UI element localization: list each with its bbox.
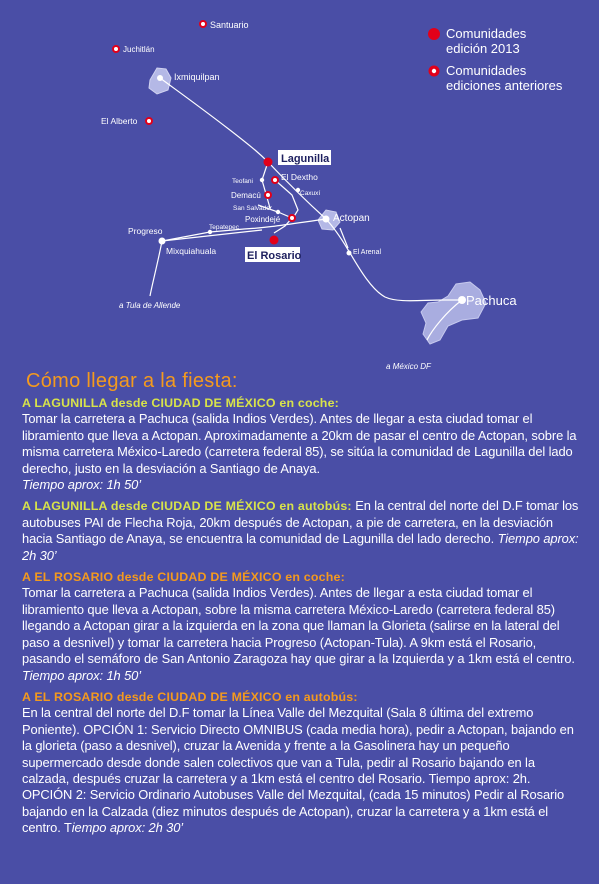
legend-previous-line2: ediciones anteriores: [446, 78, 563, 93]
label-santuario: Santuario: [210, 20, 249, 30]
marker-juchitlan: [113, 46, 119, 52]
marker-actopan: [323, 216, 330, 223]
marker-el-rosario: [270, 236, 279, 245]
directions-rosario-car: [22, 569, 582, 684]
road-branch-1: [262, 162, 270, 208]
travel-time: iempo aprox: 2h 30’: [71, 820, 184, 836]
marker-teofani: [260, 178, 264, 182]
legend-current-line2: edición 2013: [446, 41, 520, 56]
label-poxindeje: Poxindejé: [245, 215, 281, 224]
label-teofani: Teofani: [232, 178, 253, 185]
directions-text: Tomar la carretera a Pachuca (salida Indios Verdes). Antes de llegar a esta ciudad tomar el libramiento que lleva a Actopan. Aproximadamente a 20km de pasar el centro de Actopan, sobre la misma carretera México-Laredo (carretera federal 85), se sitúa la comunidad de Lagunilla del lado derecho, justo en la desviación a Santiago de Anaya.: [22, 411, 577, 476]
label-ixmiquilpan: Ixmiquilpan: [174, 72, 220, 82]
label-tula: a Tula de Allende: [119, 301, 181, 310]
directions-text: En la central del norte del D.F tomar los autobuses PAI de Flecha Roja, 20km después de Actopan, a pie de carretera, en la desviación hacia Santiago de Anaya, se encuentra la comunidad de Lagunilla del lado derecho.: [22, 498, 579, 547]
label-mixquiahuala: Mixquiahuala: [166, 246, 217, 256]
label-juchitlan: Juchitlán: [123, 45, 155, 54]
label-lagunilla: Lagunilla: [281, 153, 330, 165]
how-to-get-there: [22, 370, 582, 842]
label-mexico: a México DF: [386, 362, 431, 371]
marker-el-alberto: [146, 118, 152, 124]
label-tepatepec: Tepatepec: [209, 224, 239, 231]
marker-ixmiquilpan: [157, 75, 163, 81]
label-el-arenal: El Arenal: [353, 249, 382, 256]
pachuca-area: [421, 282, 486, 344]
label-pachuca: Pachuca: [466, 293, 517, 308]
marker-lagunilla: [264, 158, 273, 167]
directions-heading: A EL ROSARIO desde CIUDAD DE MÉXICO en autobús:: [22, 689, 358, 704]
directions-heading: A EL ROSARIO desde CIUDAD DE MÉXICO en coche:: [22, 570, 345, 585]
legend-previous-line1: Comunidades: [446, 63, 527, 78]
label-el-alberto: El Alberto: [101, 116, 138, 126]
section-title: Cómo llegar a la fiesta:: [26, 370, 238, 392]
marker-santuario: [200, 21, 206, 27]
directions-lagunilla-car: [22, 395, 582, 493]
marker-progreso: [159, 238, 166, 245]
map-legend: [428, 26, 563, 93]
label-progreso: Progreso: [128, 226, 163, 236]
directions-heading: A LAGUNILLA desde CIUDAD DE MÉXICO en coche:: [22, 396, 339, 410]
label-caxuxi: Caxuxí: [300, 190, 321, 197]
marker-demacu: [265, 192, 271, 198]
label-san-salvador: San Salvador: [233, 205, 273, 212]
directions-rosario-bus: [22, 689, 582, 837]
label-el-rosario: El Rosario: [247, 250, 302, 262]
label-el-dextho: El Dextho: [281, 172, 318, 182]
marker-el-arenal: [347, 251, 352, 256]
roads: [150, 78, 462, 340]
marker-pachuca: [458, 296, 466, 304]
region-map: [0, 0, 599, 372]
legend-previous-dot-inner: [432, 69, 436, 73]
directions-text: En la central del norte del D.F tomar la Línea Valle del Mezquital (Sala 8 última del extremo Poniente). OPCIÓN 1: Servicio Directo OMNIBUS (cada media hora), pedir a Actopan, bajando en la glorieta (paso a desnivel), cruzar la Avenida y frente a la Gasolinera hay un pequeño supermercado desde donde salen colectivos que van a Tula, pedir al Rosario bajando en la calzada, después cruzar la carretera y a 1km está el centro del Rosario. Tiempo aprox: 2h. OPCIÓN 2: Servicio Ordinario Autobuses Valle del Mezquital, (cada 15 minutos) Pedir al Rosario bajando en la Calzada (diez minutos después de Actopan), cruzar la carretera y a 1km está el centro. T: [22, 705, 574, 836]
legend-current-line1: Comunidades: [446, 26, 527, 41]
label-actopan: Actopan: [333, 213, 370, 224]
travel-time: Tiempo aprox: 2h 30’: [22, 531, 579, 563]
legend-current-dot: [428, 28, 440, 40]
marker-poxindeje: [289, 215, 295, 221]
travel-time: Tiempo aprox: 1h 50’: [22, 477, 141, 493]
directions-heading: A LAGUNILLA desde CIUDAD DE MÉXICO en autobús:: [22, 499, 352, 514]
travel-time: Tiempo aprox: 1h 50’: [22, 667, 141, 683]
label-demacu: Demacú: [231, 191, 261, 200]
road-main: [160, 78, 462, 340]
marker-san-salvador: [276, 210, 280, 214]
marker-el-dextho: [272, 177, 278, 183]
directions-lagunilla-bus: [22, 498, 582, 564]
directions-text: Tomar la carretera a Pachuca (salida Indios Verdes). Antes de llegar a esta ciudad tomar el libramiento que lleva a Actopan, sobre la misma carretera México-Laredo (carretera federal 85) llegando a Actopan girar a la izquierda en la zona que llaman la Glorieta (salirse en la lateral del paso a desnivel) y tomar la carretera hacia Progreso (Actopan-Tula). A 9km está el Rosario, pasando el semáforo de San Antonio Zaragoza hay que girar a la Izquierda y a 1km está el centro.: [22, 585, 575, 667]
